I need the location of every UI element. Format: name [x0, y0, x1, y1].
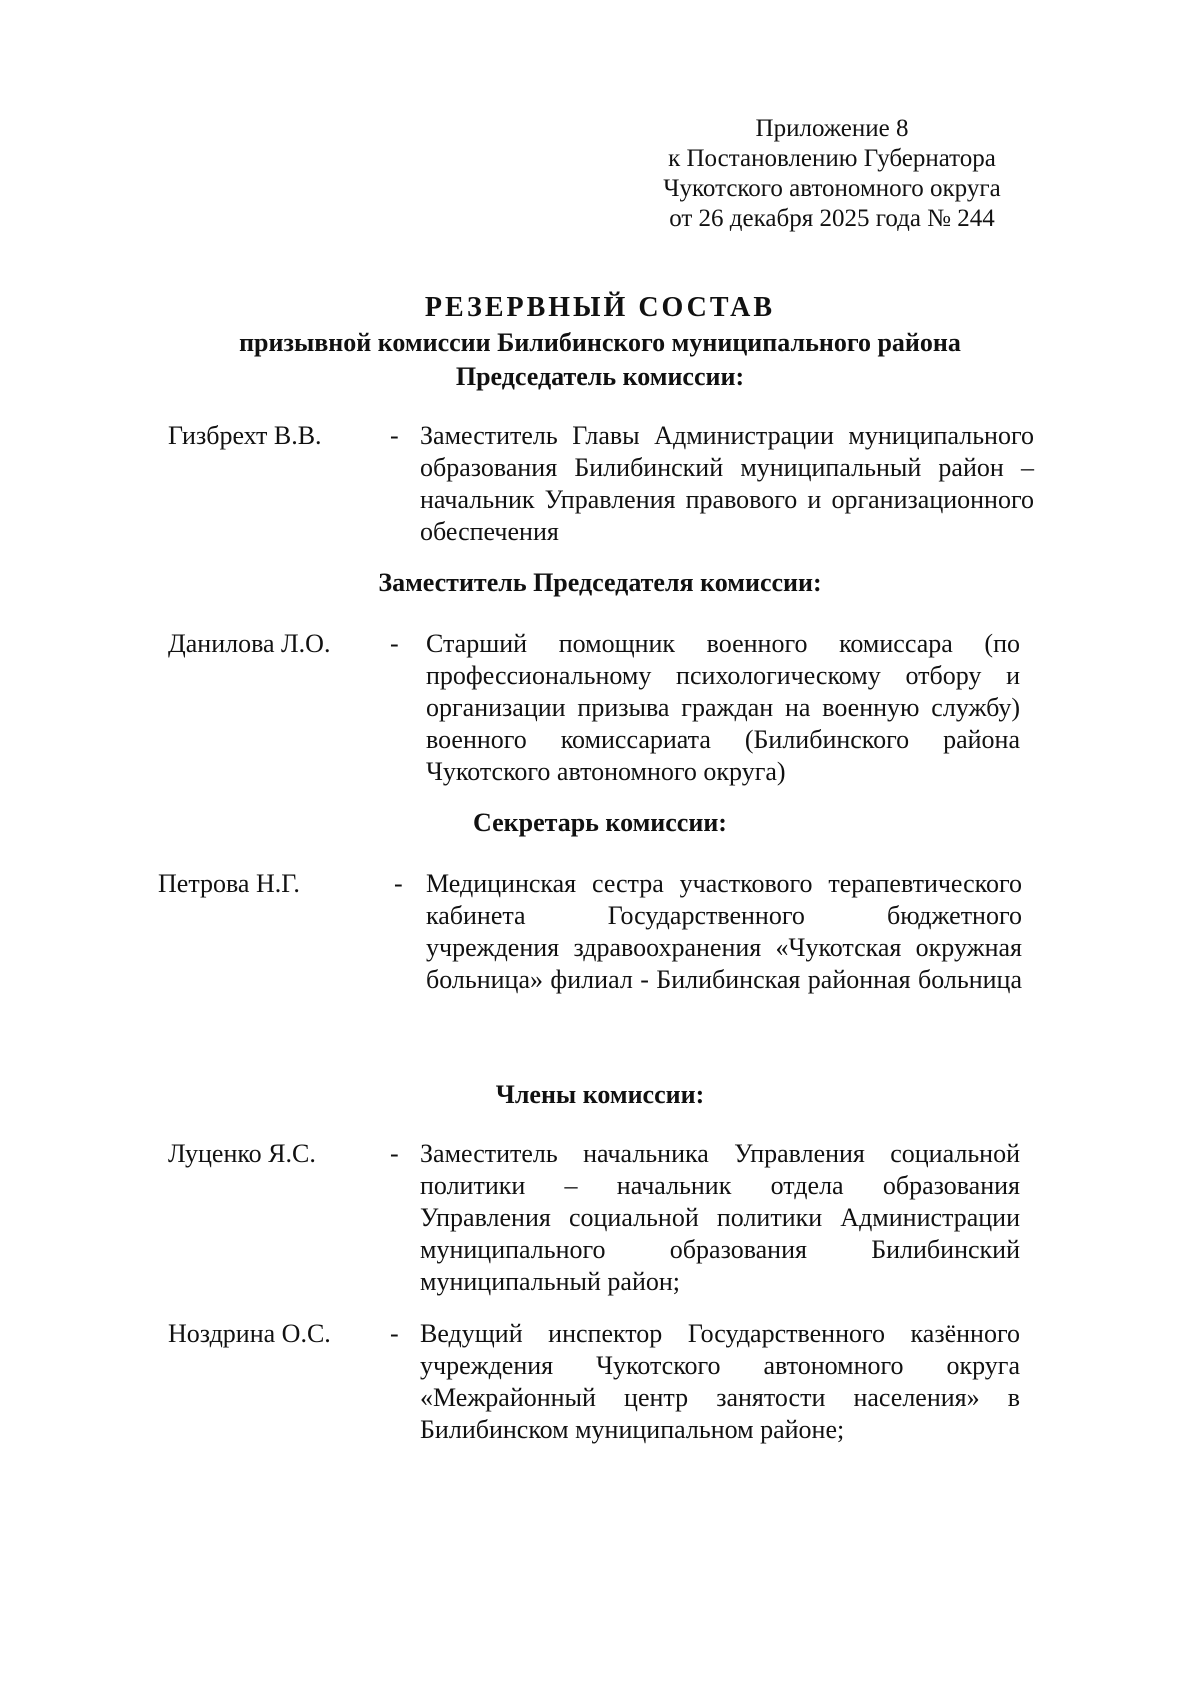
appendix-line: Приложение 8 [755, 115, 909, 142]
person-name: Данилова Л.О. [168, 629, 331, 658]
person-name: Ноздрина О.С. [168, 1319, 331, 1348]
section-heading-chairman: Председатель комиссии: [455, 362, 745, 391]
description-line: Заместитель начальника Управления социальной [420, 1139, 1020, 1168]
description-line: Чукотского автономного округа) [426, 757, 786, 786]
position-description [426, 868, 1022, 996]
dash-separator: - [390, 1139, 399, 1168]
description-line: учреждения Чукотского автономного округа [420, 1351, 1020, 1380]
description-line: политики – начальник отдела образования [420, 1171, 1020, 1200]
description-line: Медицинская сестра участкового терапевтического [426, 869, 1022, 898]
description-line: профессиональному психологическому отбору и [426, 661, 1020, 690]
description-line: больница» филиал - Билибинская районная больница [426, 965, 1022, 994]
description-line: Ведущий инспектор Государственного казённого [420, 1319, 1020, 1348]
description-line: обеспечения [420, 517, 559, 546]
position-description [420, 1318, 1020, 1446]
description-line: Старший помощник военного комиссара (по [426, 629, 1020, 658]
position-description [420, 1138, 1020, 1298]
document-title: РЕЗЕРВНЫЙ СОСТАВ [424, 292, 776, 323]
description-line: военного комиссариата (Билибинского района [426, 725, 1020, 754]
appendix-header [602, 114, 1062, 234]
section-heading-members: Члены комиссии: [495, 1080, 705, 1109]
description-line: муниципальный район; [420, 1267, 681, 1296]
description-line: организации призыва граждан на военную службу) [426, 693, 1020, 722]
description-line: «Межрайонный центр занятости населения» в [420, 1383, 1020, 1412]
appendix-line: от 26 декабря 2025 года № 244 [669, 205, 995, 232]
description-line: учреждения здравоохранения «Чукотская окружная [426, 933, 1022, 962]
description-line: начальник Управления правового и организационного [420, 485, 1034, 514]
appendix-line: к Постановлению Губернатора [668, 145, 996, 172]
dash-separator: - [390, 629, 399, 658]
position-description [420, 420, 1034, 548]
appendix-line: Чукотского автономного округа [663, 175, 1001, 202]
section-heading-deputy: Заместитель Председателя комиссии: [378, 568, 822, 597]
section-heading-secretary: Секретарь комиссии: [473, 808, 727, 837]
dash-separator: - [394, 869, 403, 898]
description-line: образования Билибинский муниципальный район – [420, 453, 1034, 482]
description-line: Управления социальной политики Администрации [420, 1203, 1020, 1232]
description-line: муниципального образования Билибинский [420, 1235, 1020, 1264]
description-line: Заместитель Главы Администрации муниципального [420, 421, 1034, 450]
person-name: Петрова Н.Г. [158, 869, 300, 898]
document-subtitle: призывной комиссии Билибинского муниципального района [239, 328, 961, 357]
description-line: Билибинском муниципальном районе; [420, 1415, 845, 1444]
position-description [426, 628, 1020, 788]
person-name: Луценко Я.С. [168, 1139, 316, 1168]
description-line: кабинета Государственного бюджетного [426, 901, 1022, 930]
dash-separator: - [390, 421, 399, 450]
dash-separator: - [390, 1319, 399, 1348]
person-name: Гизбрехт В.В. [168, 421, 322, 450]
